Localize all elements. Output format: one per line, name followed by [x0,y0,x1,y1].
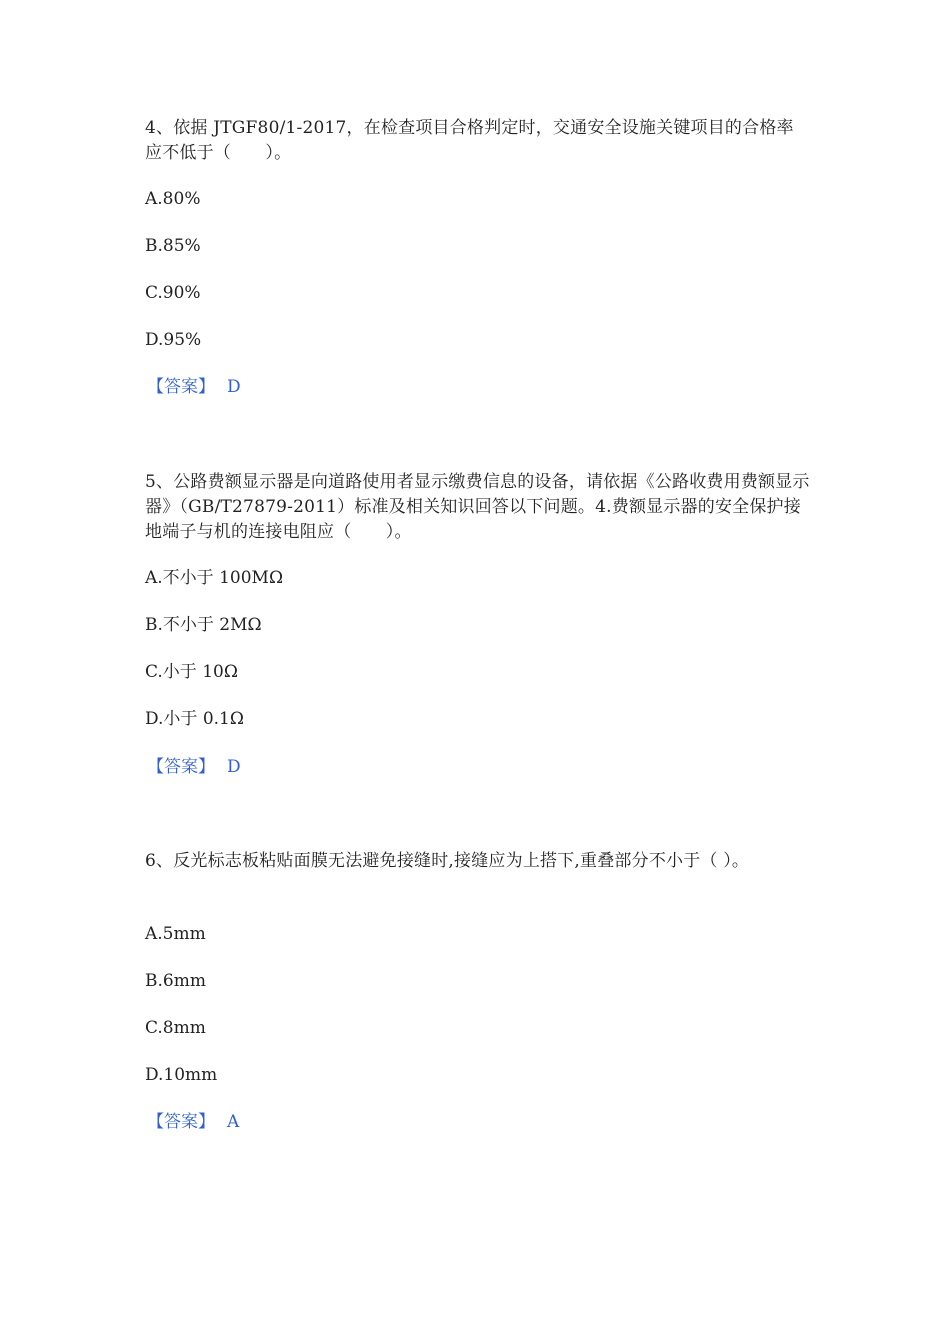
answer-label: 【答案】 [147,377,215,397]
option-c: C.小于 10Ω [145,662,238,682]
question-4 [145,116,810,406]
option-a: A.80% [145,189,201,209]
answer-line [147,376,241,398]
option-b: B.85% [145,236,201,256]
question-stem: 4、依据 JTGF80/1-2017，在检查项目合格判定时，交通安全设施关键项目的合格率应不低于（ ）。 [145,118,794,163]
answer-line [147,756,241,778]
question-5 [145,470,810,780]
option-d: D.小于 0.1Ω [145,709,244,729]
answer-value: D [227,377,241,397]
answer-line [147,1111,239,1133]
option-c: C.8mm [145,1018,206,1038]
question-stem: 5、公路费额显示器是向道路使用者显示缴费信息的设备，请依据《公路收费用费额显示器》（GB/T27879-2011）标准及相关知识回答以下问题。4.费额显示器的安全保护接地端子与机的连接电阻应（ ）。 [145,472,810,542]
option-d: D.10mm [145,1065,218,1085]
option-b: B.6mm [145,971,206,991]
option-a: A.5mm [145,924,206,944]
option-c: C.90% [145,283,201,303]
option-b: B.不小于 2MΩ [145,615,262,635]
question-6 [145,849,810,1139]
answer-label: 【答案】 [147,757,215,777]
answer-label: 【答案】 [147,1112,215,1132]
answer-value: A [227,1112,240,1132]
answer-value: D [227,757,241,777]
option-a: A.不小于 100MΩ [145,568,284,588]
question-stem: 6、反光标志板粘贴面膜无法避免接缝时,接缝应为上搭下,重叠部分不小于（ ）。 [145,851,750,871]
option-d: D.95% [145,330,202,350]
